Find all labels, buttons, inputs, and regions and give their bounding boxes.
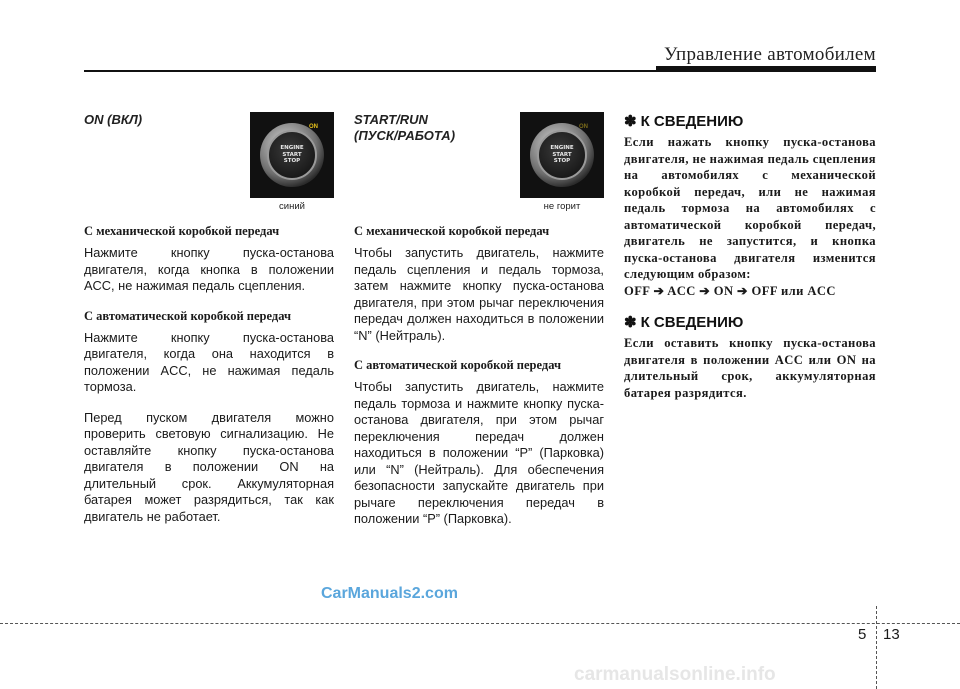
page-section-number: 5 — [858, 626, 867, 643]
button-bezel — [530, 123, 594, 187]
button-text-start: START — [552, 151, 572, 158]
watermark-link[interactable]: CarManuals2.com — [321, 585, 458, 602]
note-title — [624, 313, 876, 331]
engine-button-image — [250, 112, 334, 198]
on-indicator-label: ON — [309, 124, 318, 130]
button-text-start: START — [282, 151, 302, 158]
button-text-stop: STOP — [553, 158, 571, 165]
section-text: Нажмите кнопку пуска-останова двигателя, когда кнопка в положении ACC, не нажимая педаль сцепления. — [84, 245, 334, 293]
figure-caption: синий — [279, 201, 305, 212]
column-start-run-mode — [354, 112, 604, 542]
button-face — [537, 130, 587, 180]
section-text: Чтобы запустить двигатель, нажмите педаль тормоза и нажмите кнопку пуска-останова двигателя, при этом рычаг переключения передач должен находиться в положении “P” (Парковка) или “N” (Нейтраль). Для обеспечения безопасности запускайте двигатель при рычаге переключения передач в положении “P” (Парковка). — [354, 379, 604, 526]
mode-title-line: START/RUN — [354, 112, 428, 127]
mode-title-start — [354, 112, 455, 144]
button-bezel — [260, 123, 324, 187]
note-sequence: OFF ➔ ACC ➔ ON ➔ OFF или ACC — [624, 283, 836, 298]
figure-caption: не горит — [543, 201, 581, 212]
header-bar — [656, 66, 876, 72]
section-heading: С автоматической коробкой передач — [84, 308, 292, 323]
mode-title-on: ON (ВКЛ) — [84, 112, 143, 127]
mode-header-start — [354, 112, 604, 224]
note-title — [624, 112, 876, 130]
section-heading: С механической коробкой передач — [354, 224, 550, 238]
header-title: Управление автомобилем — [663, 44, 876, 65]
section-heading: С механической коробкой передач — [84, 224, 280, 238]
on-indicator-label: ON — [579, 124, 588, 130]
column-notes — [624, 112, 876, 411]
section-heading: С автоматической коробкой передач — [354, 358, 562, 372]
note-text: Если оставить кнопку пуска-останова двигателя в положении ACC или ON на длительный срок, аккумуляторная батарея разрядится. — [624, 336, 876, 400]
mode-header-on — [84, 112, 334, 224]
button-face — [267, 130, 317, 180]
figure-button-start — [520, 112, 604, 212]
asterisk-icon: ✽ — [624, 314, 637, 331]
figure-button-on — [250, 112, 334, 212]
section-text: Чтобы запустить двигатель, нажмите педаль сцепления и педаль тормоза, затем нажмите кнопку пуска-останова двигателя, при этом рычаг переключения передач должен находиться в положении “N” (Нейтраль). — [354, 245, 604, 343]
asterisk-icon: ✽ — [624, 113, 637, 130]
column-on-mode — [84, 112, 334, 539]
page-number-separator — [876, 606, 877, 689]
note-title-text: К СВЕДЕНИЮ — [640, 313, 744, 331]
button-text-engine: ENGINE — [280, 145, 304, 152]
bottom-watermark: carmanualsonline.info — [574, 664, 776, 685]
footer-rule — [0, 623, 960, 624]
mode-title-line: (ПУСК/РАБОТА) — [354, 128, 456, 143]
button-text-stop: STOP — [283, 158, 301, 165]
page-number: 13 — [883, 626, 900, 643]
note-text — [624, 134, 876, 283]
note-body: Если нажать кнопку пуска-останова двигателя, не нажимая педаль сцепления на автомобилях с механической коробкой передач, или не нажимая педаль тормоза на автомобилях с автоматической коробкой передач, двигатель не запустится, и кнопка пуска-останова двигателя изменится следующим образом: — [624, 135, 876, 281]
section-text: Перед пуском двигателя можно проверить световую сигнализацию. Не оставляйте кнопку пуска-останова двигателя в положении ON на длительный срок. Аккумуляторная батарея может разрядиться, так как двигатель не работает. — [84, 409, 334, 524]
note-title-text: К СВЕДЕНИЮ — [640, 112, 744, 130]
button-text-engine: ENGINE — [550, 145, 574, 152]
engine-button-image — [520, 112, 604, 198]
section-text: Нажмите кнопку пуска-останова двигателя, когда она находится в положении ACC, не нажимая педаль тормоза. — [84, 329, 334, 394]
